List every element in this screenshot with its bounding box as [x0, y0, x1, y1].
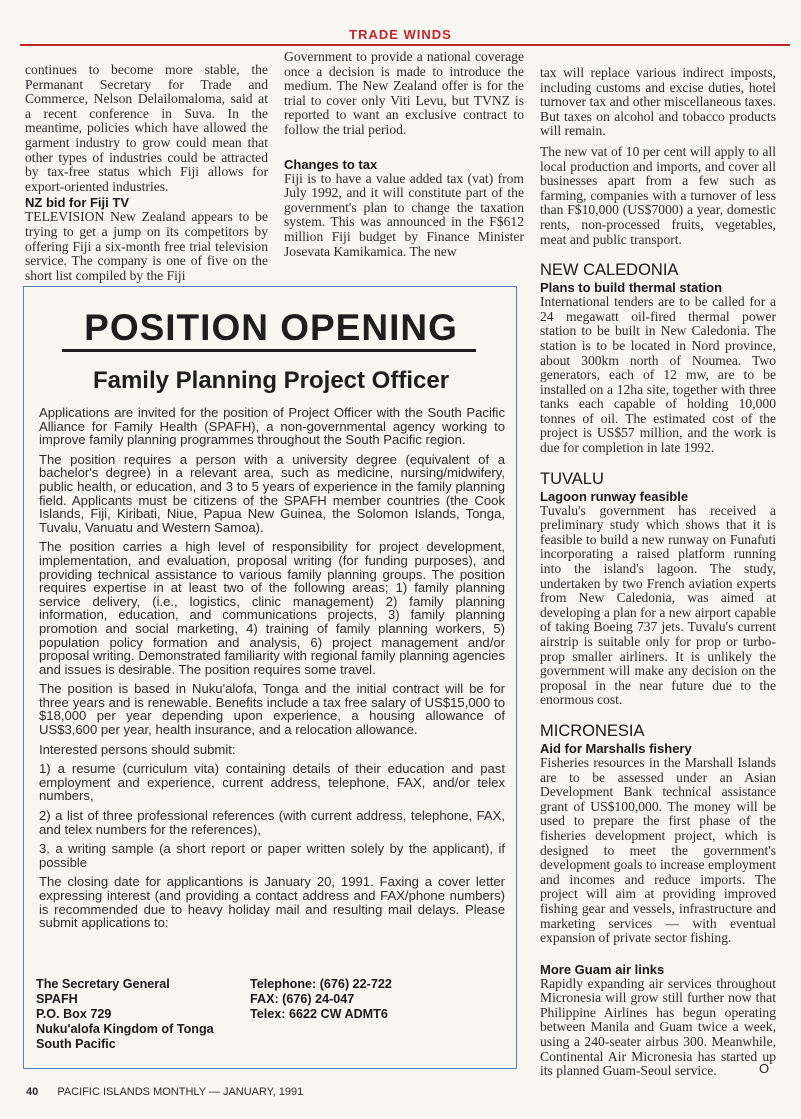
column-1 [25, 63, 268, 283]
col3-paragraph-6: Rapidly expanding air services throughout Micronesia will grow still further now that Philippine Airlines has begun operating between Manila and Guam twice a week, using a 240-seater airbus 300. Meanwhile, Continental Air Micronesia has started up its planned Guam-Seoul service. [540, 975, 776, 1079]
ad-paragraph-4: The position is based in Nuku'alofa, Tonga and the initial contract will be for three years and is renewable. Benefits include a tax free salary of US$15,000 to $18,000 per year depending upon experience, a housing allowance of US$3,600 per year, health insurance, and a relocation allowance. [39, 681, 505, 738]
col3-paragraph-4: Tuvalu's government has received a preliminary study which shows that it is feasible to build a new runway on Funafuti incorporating a raised platform running into the island's lagoon. The study, undertaken by two French aviation experts from New Caledonia, was aimed at developing a plan for a new airport capable of taking Boeing 737 jets. Tuvalu's current airstrip is suitable only for prop or turbo-prop smaller airliners. It is unlikely the government will make any decision on the proposal in the near future due to the enormous cost. [540, 502, 776, 708]
position-opening-ad [23, 286, 517, 1069]
end-of-article-mark: O [759, 1061, 770, 1076]
page-footer [26, 1086, 303, 1098]
contact-line-4: Nuku'alofa Kingdom of Tonga [36, 1022, 214, 1036]
contact-line-2: SPAFH [36, 992, 78, 1006]
ad-title: POSITION OPENING [84, 307, 458, 348]
col3-paragraph-3: International tenders are to be called for a 24 megawatt oil-fired thermal power station to be built in New Caledonia. The station is to be located in Nord province, about 300km north of Noumea. Two generators, each of 12 mw, are to be installed on a 12ha site, together with three tanks each capable of holding 10,000 tonnes of oil. The estimated cost of the project is US$57 million, and the work is due for completion in late 1992. [540, 294, 776, 456]
col3-paragraph-2: The new vat of 10 per cent will apply to all local production and imports, and cover all businesses apart from a few such as farming, companies with a turnover of less than F$10,000 (US$7000) a year, domestic rents, non-processed fruits, vegetables, meat and public transport. [540, 143, 776, 247]
col3-paragraph-1: tax will replace various indirect imposts, including customs and excise duties, hotel turnover tax and other miscellaneous taxes. But taxes on alcohol and tobacco products will remain. [540, 65, 776, 139]
ad-paragraph-5: Interested persons should submit: [39, 741, 236, 757]
heading-changes-to-tax: Changes to tax [284, 156, 378, 172]
ad-title-rule [62, 349, 476, 352]
contact-numbers [250, 977, 506, 1022]
contact-fax: FAX: (676) 24-047 [250, 992, 355, 1006]
heading-guam-air-links: More Guam air links [540, 961, 665, 977]
heading-nz-bid: NZ bid for Fiji TV [25, 195, 129, 211]
region-tuvalu: TUVALU [540, 469, 604, 488]
col3-paragraph-5: Fisheries resources in the Marshall Islands are to be assessed under an Asian Development Bank technical assistance grant of US$100,000. The money will be used to prepare the first phase of the fisheries development project, which is designed to meet the government's development goals to increase employment and incomes and reduce imports. The project will aim at providing improved fishing gear and vessels, infrastructure and marketing services — with eventual expansion of private sector fishing. [540, 754, 776, 946]
region-new-caledonia: NEW CALEDONIA [540, 261, 679, 280]
col2-paragraph-2: Fiji is to have a value added tax (vat) from July 1992, and it will constitute part of the government's plan to change the taxation system. This was announced in the F$612 million Fiji budget by Finance Minister Josevata Kamikamica. The new [284, 170, 524, 259]
col1-paragraph-1: continues to become more stable, the Permanant Secretary for Trade and Commerce, Nelson Delailomaloma, said at a recent conference in Suva. In the meantime, policies which have allowed the garment industry to grow could mean that other types of industries could be attracted by tax-free status which Fiji allows for export-oriented industries. [25, 62, 268, 194]
heading-thermal-station: Plans to build thermal station [540, 280, 723, 296]
ad-body [39, 406, 505, 936]
ad-paragraph-3: The position carries a high level of responsibility for project development, implementation, and evaluation, proposal writing (for funding purposes), and providing technical assistance to various family planning groups. The position requires expertise in at least two of the following areas; 1) family planning service delivery, (i.e., logistics, clinic management) 2) family planning information, education, and communications projects, 3) family planning promotion and social marketing, 4) training of family planning workers, 5) population policy formation and analysis, 6) project management and/or proposal writing. Demonstrated familiarity with regional family planning agencies and issues is desirable. The position requires some travel. [39, 539, 505, 677]
ad-paragraph-1: Applications are invited for the position of Project Officer with the South Pacific Alliance for Family Health (SPAFH), a non-governmental agency working to improve family planning programmes throughout the South Pacific region. [39, 405, 505, 448]
contact-address [36, 977, 246, 1052]
ad-paragraph-2: The position requires a person with a university degree (equivalent of a bachelor's degree) in a relevant area, such as medicine, nursing/midwifery, public health, or education, and 3 to 5 years of experience in the family planning field. Applicants must be citizens of the SPAFH member countries (the Cook Islands, Fiji, Kiribati, Niue, Papua New Guinea, the Solomon Islands, Tonga, Tuvalu, Vanuatu and Western Samoa). [39, 451, 505, 535]
contact-line-1: The Secretary General [36, 977, 170, 991]
contact-telex: Telex: 6622 CW ADMT6 [250, 1007, 388, 1021]
col1-paragraph-2: TELEVISION New Zealand appears to be trying to get a jump on its competitors by offering Fiji a six-month free trial television service. The company is one of five on the short list compiled by the Fiji [25, 209, 268, 283]
heading-marshalls-fishery: Aid for Marshalls fishery [540, 740, 692, 756]
ad-paragraph-8: 3. a writing sample (a short report or paper written solely by the applicant), if possible [39, 841, 505, 870]
header-rule [20, 44, 790, 46]
section-header: TRADE WINDS [349, 27, 452, 42]
contact-line-5: South Pacific [36, 1037, 116, 1051]
contact-telephone: Telephone: (676) 22-722 [250, 977, 392, 991]
ad-paragraph-6: 1) a resume (curriculum vita) containing details of their education and past employment and experience, current address, telephone, FAX, and/or telex numbers, [39, 761, 505, 804]
page-number: 40 [26, 1086, 39, 1098]
ad-paragraph-9: The closing date for applicantions is January 20, 1991. Faxing a cover letter expressing interest (and providing a contact address and FAX/phone numbers) is recommended due to heavy holiday mail and resulting mail delays. Please submit applications to: [39, 874, 505, 931]
col2-paragraph-1: Government to provide a national coverage once a decision is made to introduce the medium. The New Zealand offer is for the trial to cover only Viti Levu, but TVNZ is reported to want an exclusive contract to follow the trial period. [284, 49, 524, 137]
publication-line: PACIFIC ISLANDS MONTHLY — JANUARY, 1991 [57, 1086, 304, 1098]
column-3 [540, 66, 776, 1079]
heading-lagoon-runway: Lagoon runway feasible [540, 488, 689, 504]
ad-paragraph-7: 2) a list of three professional references (with current address, telephone, FAX, and telex numbers for the references), [39, 808, 505, 837]
ad-subtitle: Family Planning Project Officer [92, 367, 450, 394]
column-2 [284, 50, 524, 259]
region-micronesia: MICRONESIA [540, 721, 645, 740]
contact-line-3: P.O. Box 729 [36, 1007, 112, 1021]
